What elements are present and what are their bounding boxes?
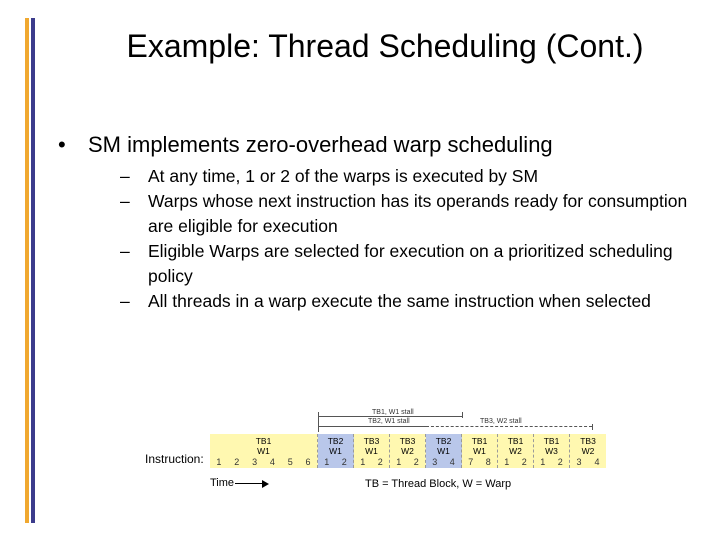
instruction-number: 3 [252, 457, 258, 467]
instruction-number: 1 [360, 457, 366, 467]
instruction-numbers [570, 457, 606, 467]
tb-label: TB1 [255, 436, 272, 446]
sub-bullet [120, 164, 708, 189]
tb-label: TB3 [363, 436, 380, 446]
instruction-number: 6 [305, 457, 311, 467]
dash-marker: – [120, 241, 130, 261]
timeline-segment [354, 434, 390, 468]
instruction-number: 1 [504, 457, 510, 467]
warp-label: W2 [509, 446, 522, 456]
sub-bullet-text: At any time, 1 or 2 of the warps is executed by SM [148, 166, 539, 186]
accent-bar-orange [25, 18, 29, 523]
tb-label: TB2 [327, 436, 344, 446]
stall-bracket [426, 426, 592, 427]
timeline-segment [210, 434, 318, 468]
instruction-number: 3 [432, 457, 438, 467]
segment-label [354, 436, 389, 456]
tb-label: TB3 [580, 436, 596, 446]
timeline-segment [498, 434, 534, 468]
stall-label: TB3, W2 stall [480, 418, 522, 425]
timeline-segment [426, 434, 462, 468]
stall-label: TB1, W1 stall [372, 409, 414, 416]
tb-label: TB1 [471, 436, 488, 446]
instruction-number: 2 [341, 457, 347, 467]
instruction-number: 2 [557, 457, 563, 467]
accent-bar-navy [31, 18, 35, 523]
segment-label [534, 436, 569, 456]
slide-title: Example: Thread Scheduling (Cont.) [126, 28, 644, 64]
warp-label: W1 [365, 446, 378, 456]
stall-tick [462, 412, 463, 418]
segment-label [210, 436, 317, 456]
dash-marker: – [120, 291, 130, 311]
warp-label: W2 [581, 446, 595, 456]
segment-label [426, 436, 461, 456]
timeline-segment [390, 434, 426, 468]
instruction-number: 3 [576, 457, 582, 467]
warp-scheduling-diagram [140, 400, 610, 500]
stall-label: TB2, W1 stall [368, 418, 410, 425]
timeline-segment [462, 434, 498, 468]
bullet-main [58, 130, 708, 160]
segment-label [570, 436, 606, 456]
instruction-numbers [390, 457, 425, 467]
instruction-number: 7 [468, 457, 474, 467]
warp-label: W1 [437, 446, 450, 456]
segment-label [462, 436, 497, 456]
time-arrow-icon [235, 483, 263, 484]
dash-marker: – [120, 191, 130, 211]
bullet-list [58, 130, 708, 314]
timeline-segment [570, 434, 606, 468]
instruction-number: 1 [216, 457, 222, 467]
instruction-number: 4 [594, 457, 600, 467]
instruction-numbers [534, 457, 569, 467]
warp-label: W1 [329, 446, 342, 456]
segment-label [390, 436, 425, 456]
warp-label: W1 [257, 446, 270, 456]
sub-bullet-list [120, 164, 708, 314]
instruction-number: 1 [396, 457, 402, 467]
instruction-timeline [210, 434, 610, 468]
tb-label: TB2 [435, 436, 452, 446]
instruction-numbers [426, 457, 461, 467]
instruction-numbers [498, 457, 533, 467]
time-axis-label: Time [210, 477, 235, 489]
sub-bullet-text: Warps whose next instruction has its operands ready for consumption are eligible for execution [148, 191, 688, 236]
bullet-text: SM implements zero-overhead warp scheduling [88, 132, 553, 157]
segment-label [318, 436, 353, 456]
bullet-marker: • [58, 132, 66, 157]
sub-bullet [120, 289, 708, 314]
stall-tick [592, 424, 593, 430]
instruction-numbers [354, 457, 389, 467]
instruction-number: 1 [540, 457, 546, 467]
tb-label: TB3 [399, 436, 416, 446]
instruction-number: 2 [413, 457, 419, 467]
warp-label: W2 [401, 446, 414, 456]
dash-marker: – [120, 166, 130, 186]
diagram-legend: TB = Thread Block, W = Warp [365, 478, 512, 490]
instruction-numbers [462, 457, 497, 467]
segment-label [498, 436, 533, 456]
instruction-number: 2 [521, 457, 527, 467]
instruction-number: 4 [449, 457, 455, 467]
timeline-segment [318, 434, 354, 468]
stall-bracket [318, 426, 426, 427]
instruction-number: 4 [269, 457, 275, 467]
sub-bullet-text: Eligible Warps are selected for execution on a prioritized scheduling policy [148, 241, 673, 286]
tb-label: TB1 [507, 436, 524, 446]
instruction-numbers [210, 457, 317, 467]
warp-label: W1 [473, 446, 486, 456]
warp-label: W3 [545, 446, 558, 456]
instruction-numbers [318, 457, 353, 467]
timeline-segment [534, 434, 570, 468]
sub-bullet [120, 189, 708, 239]
stall-bracket [318, 416, 462, 417]
stall-tick [318, 412, 319, 432]
instruction-number: 2 [234, 457, 240, 467]
tb-label: TB1 [543, 436, 560, 446]
instruction-number: 1 [324, 457, 330, 467]
instruction-number: 2 [377, 457, 383, 467]
instruction-label: Instruction: [145, 452, 204, 466]
sub-bullet-text: All threads in a warp execute the same instruction when selected [148, 291, 651, 311]
instruction-number: 5 [287, 457, 293, 467]
instruction-number: 8 [485, 457, 491, 467]
sub-bullet [120, 239, 708, 289]
